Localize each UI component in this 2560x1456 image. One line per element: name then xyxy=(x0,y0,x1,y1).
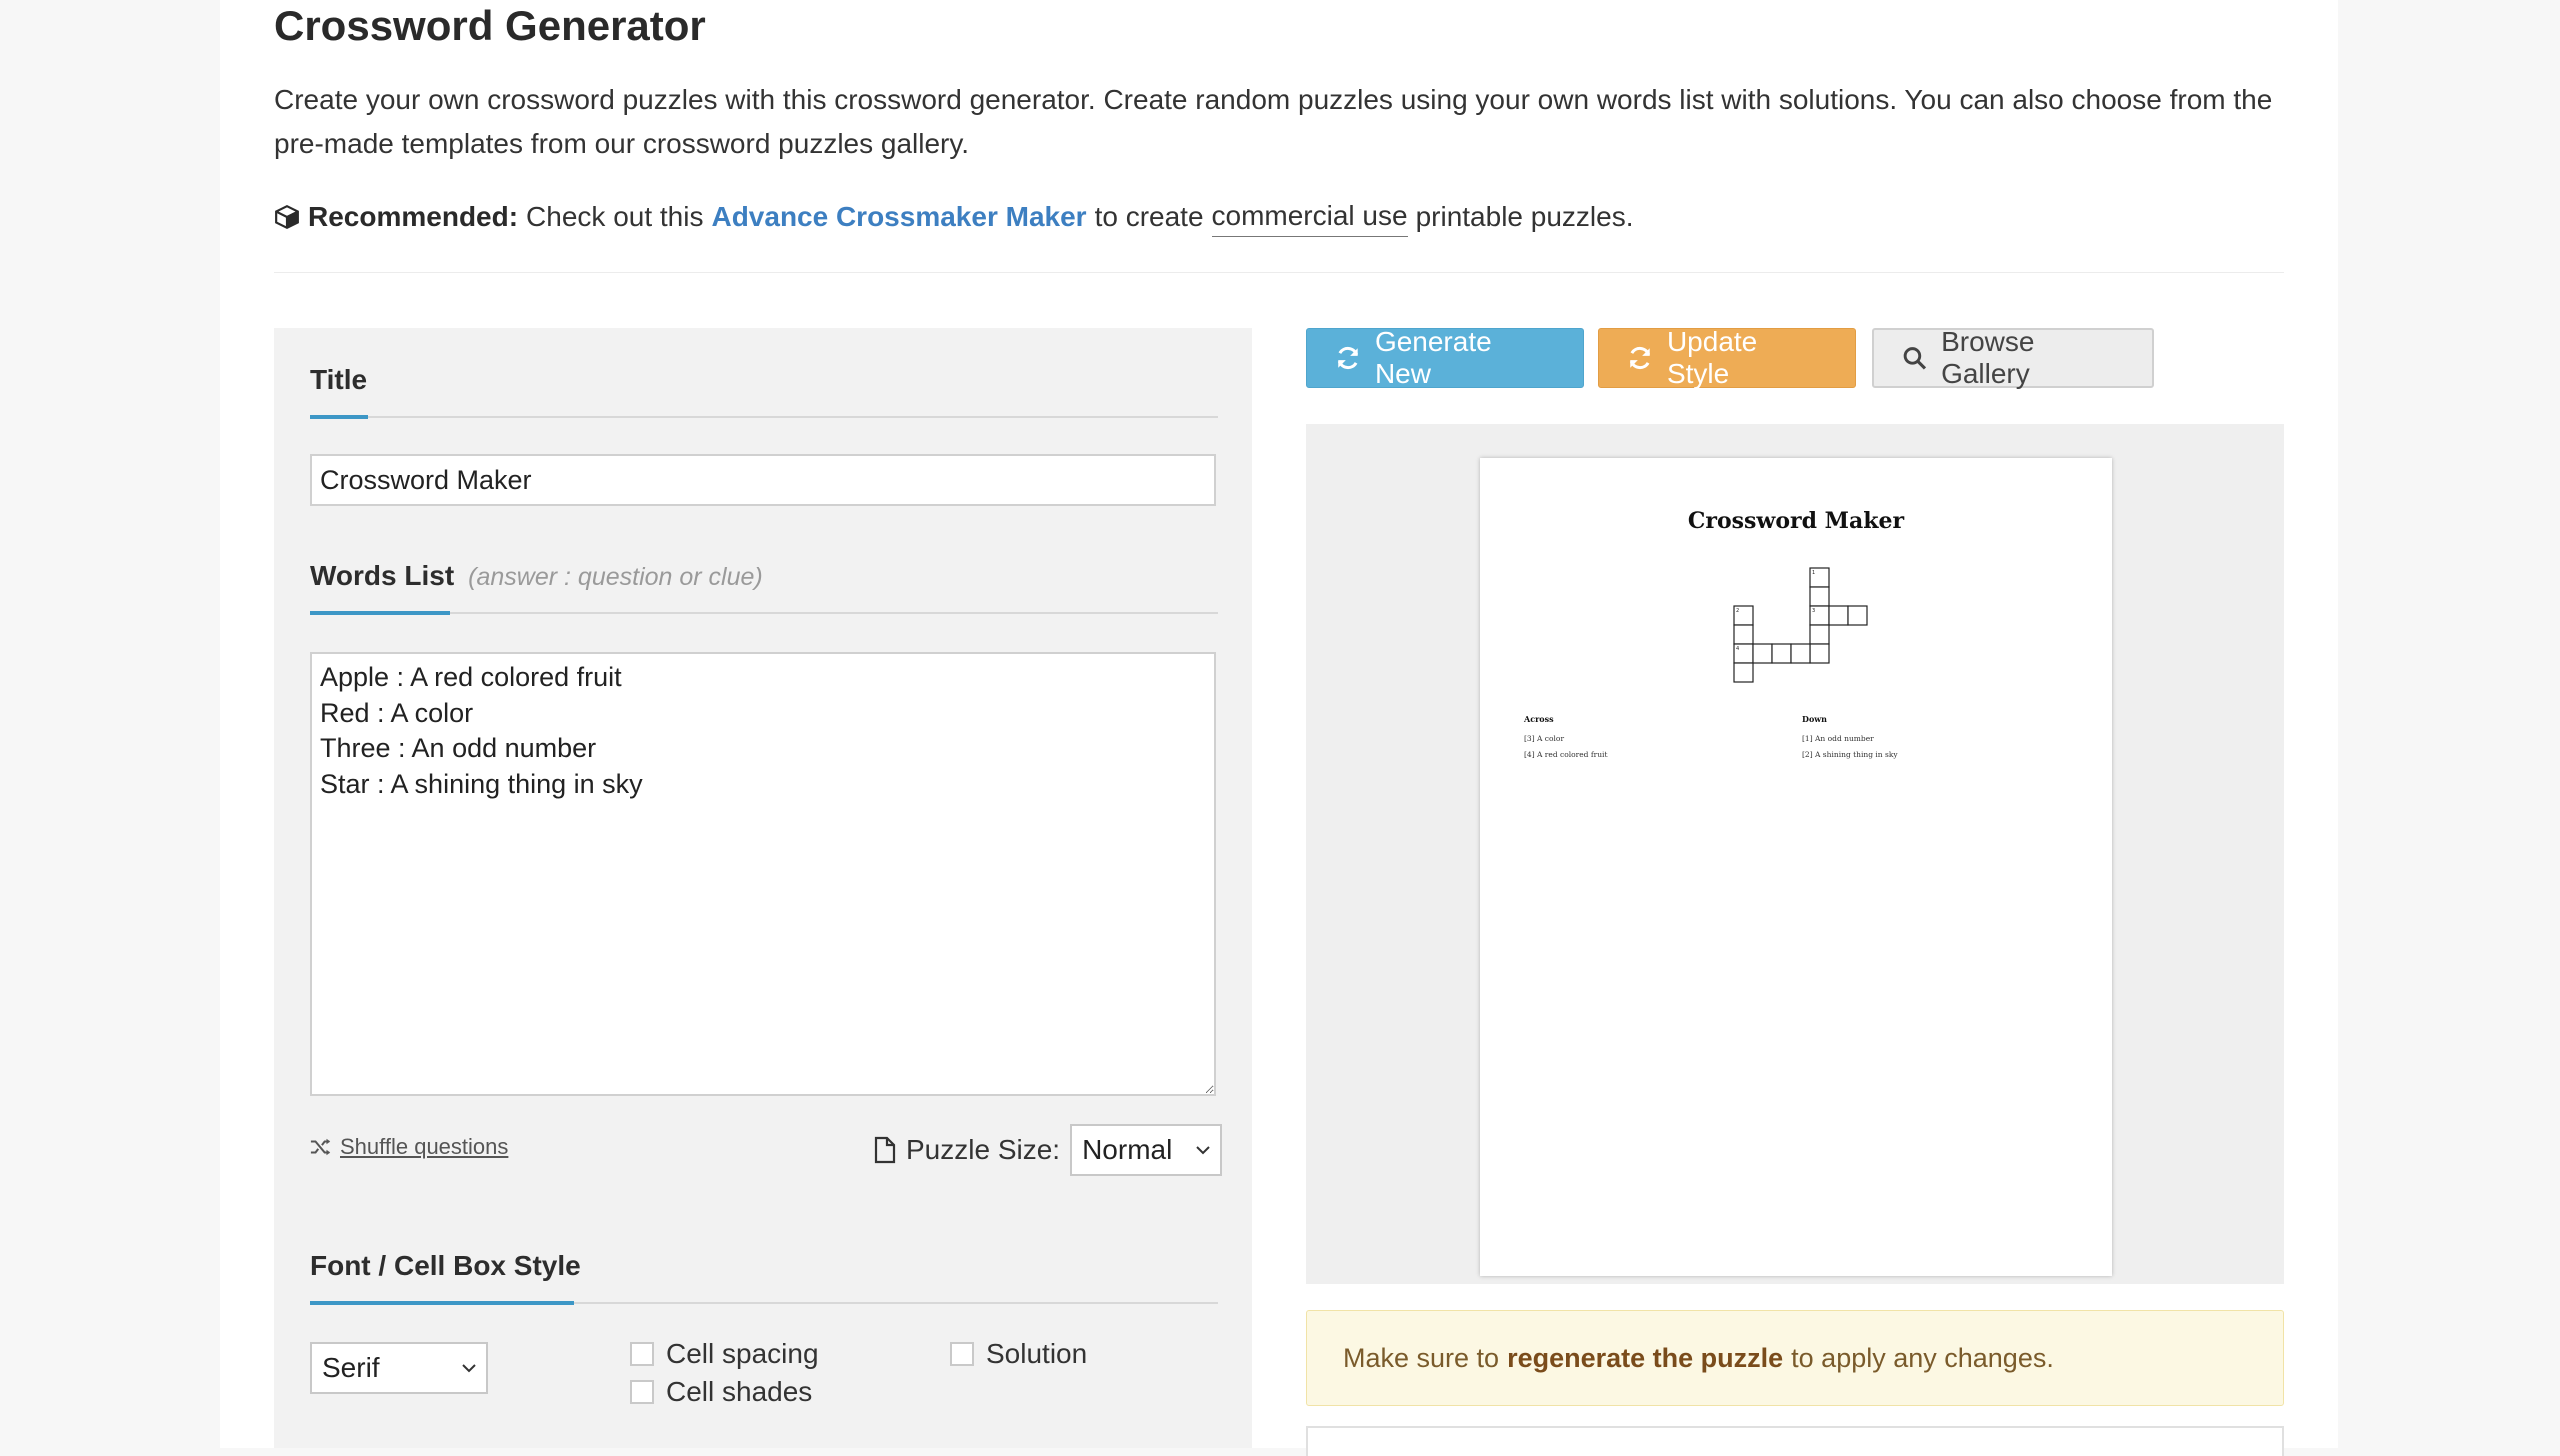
generate-new-button[interactable] xyxy=(1306,328,1584,388)
search-icon xyxy=(1902,345,1927,371)
title-section-underline xyxy=(310,416,1218,418)
puzzle-size-label: Puzzle Size: xyxy=(906,1134,1061,1165)
recommended-pre: Check out this xyxy=(526,200,704,232)
cell-shades-label: Cell shades xyxy=(666,1376,813,1407)
cell-shades-box[interactable] xyxy=(630,1380,654,1404)
cell-spacing-checkbox[interactable] xyxy=(630,1338,819,1370)
settings-panel xyxy=(274,328,1252,1448)
title-input[interactable] xyxy=(310,454,1216,506)
style-section-underline xyxy=(310,1302,1218,1304)
page xyxy=(220,0,2338,1448)
shuffle-questions-label: Shuffle questions xyxy=(340,1134,509,1159)
generate-new-label: Generate New xyxy=(1374,326,1492,389)
across-heading: Across xyxy=(1524,714,1554,724)
cell-spacing-box[interactable] xyxy=(630,1342,654,1366)
svg-text:1: 1 xyxy=(1812,570,1816,576)
words-section-heading xyxy=(310,560,763,592)
svg-text:3: 3 xyxy=(1812,608,1816,614)
svg-text:2: 2 xyxy=(1736,608,1740,614)
page-title: Crossword Generator xyxy=(274,2,706,49)
solution-label: Solution xyxy=(986,1338,1088,1369)
svg-text:4: 4 xyxy=(1736,646,1740,652)
divider xyxy=(274,272,2284,273)
refresh-icon xyxy=(1335,345,1361,371)
browse-gallery-button[interactable] xyxy=(1872,328,2154,388)
shuffle-questions-link[interactable] xyxy=(310,1134,508,1160)
puzzle-title: Crossword Maker xyxy=(1687,508,1905,534)
style-section-heading: Font / Cell Box Style xyxy=(310,1250,581,1281)
commercial-use-term[interactable]: commercial use xyxy=(1212,196,1408,237)
puzzle-sheet[interactable] xyxy=(1480,458,2112,1276)
words-hint: (answer : question or clue) xyxy=(468,563,763,591)
down-clue: [2] A shining thing in sky xyxy=(1802,750,1898,759)
lower-panel xyxy=(1306,1426,2284,1456)
puzzle-preview-area xyxy=(1306,424,2284,1284)
across-clue: [3] A color xyxy=(1524,734,1565,743)
words-section-underline xyxy=(310,612,1218,614)
browse-gallery-label: Browse Gallery xyxy=(1941,326,2035,389)
down-clue: [1] An odd number xyxy=(1802,734,1874,743)
file-icon xyxy=(874,1136,896,1164)
words-list-label: Words List xyxy=(310,560,455,591)
words-list-textarea[interactable] xyxy=(310,652,1216,1096)
chevron-down-icon xyxy=(462,1363,476,1373)
update-style-label: Update Style xyxy=(1666,326,1758,389)
font-select[interactable] xyxy=(310,1342,488,1394)
advance-crossmaker-link[interactable]: Advance Crossmaker Maker xyxy=(711,200,1087,232)
solution-checkbox[interactable] xyxy=(950,1338,1087,1370)
cell-spacing-label: Cell spacing xyxy=(666,1338,819,1369)
recommended-mid: to create xyxy=(1094,200,1204,232)
recommendation-line xyxy=(274,196,1633,237)
recommended-label: Recommended: xyxy=(308,200,519,232)
refresh-icon xyxy=(1627,345,1653,371)
update-style-button[interactable] xyxy=(1598,328,1856,388)
recommended-post: printable puzzles. xyxy=(1415,200,1634,232)
cell-shades-checkbox[interactable] xyxy=(630,1376,812,1408)
shuffle-icon xyxy=(310,1137,332,1157)
font-value: Serif xyxy=(322,1352,380,1383)
notice-pre: Make sure to xyxy=(1343,1342,1500,1373)
title-section-heading: Title xyxy=(310,364,368,395)
puzzle-size-select[interactable] xyxy=(1070,1124,1222,1176)
down-heading: Down xyxy=(1802,714,1827,724)
puzzle-size-value: Normal xyxy=(1082,1134,1173,1165)
across-clue: [4] A red colored fruit xyxy=(1524,750,1608,759)
regenerate-notice xyxy=(1306,1310,2284,1406)
cube-icon xyxy=(274,204,300,230)
crossword-grid xyxy=(1730,566,1870,686)
puzzle-size-control xyxy=(874,1124,1222,1176)
notice-bold: regenerate the puzzle xyxy=(1507,1342,1784,1373)
notice-post: to apply any changes. xyxy=(1791,1342,2054,1373)
intro-text: Create your own crossword puzzles with this crossword generator. Create random puzzles using your own words list with solutions. You can also choose from the pre-made templates from our crossword puzzles gallery. xyxy=(274,84,2273,159)
chevron-down-icon xyxy=(1196,1145,1210,1155)
solution-box[interactable] xyxy=(950,1342,974,1366)
